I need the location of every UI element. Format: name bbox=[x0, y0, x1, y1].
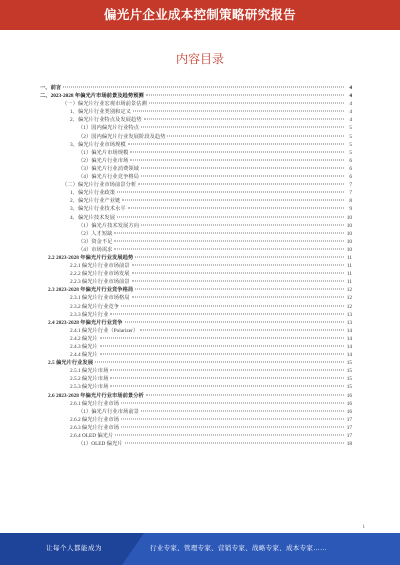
toc-dot-leader bbox=[141, 176, 344, 177]
toc-entry[interactable] bbox=[40, 181, 352, 189]
toc-entry-page: 7 bbox=[349, 182, 352, 189]
toc-dot-leader bbox=[114, 248, 344, 249]
toc-dot-leader bbox=[141, 410, 344, 411]
toc-entry-page: 10 bbox=[346, 222, 352, 229]
toc-entry-title: 2.6.4 OLED 偏光片 bbox=[70, 433, 114, 440]
toc-entry-title: 2、偏光片行业产业链 bbox=[70, 198, 121, 205]
toc-entry-title: （一）偏光片行业宏观市场前景估测 bbox=[62, 101, 147, 108]
toc-dot-leader bbox=[140, 329, 344, 330]
toc-entry[interactable] bbox=[40, 165, 352, 173]
toc-dot-leader bbox=[110, 370, 344, 371]
toc-entry-page: 4 bbox=[349, 117, 352, 124]
toc-entry-page: 16 bbox=[346, 408, 352, 415]
toc-entry[interactable] bbox=[40, 141, 352, 149]
toc-entry-title: 4、偏光片技术发展 bbox=[70, 214, 116, 221]
toc-entry-title: （3）资金不足 bbox=[78, 238, 113, 245]
toc-dot-leader bbox=[114, 240, 344, 241]
toc-entry-page: 14 bbox=[346, 335, 352, 342]
toc-entry-title: 2.2.1 偏光片行业市场前景 bbox=[70, 263, 130, 270]
toc-entry[interactable] bbox=[40, 92, 352, 100]
toc-dot-leader bbox=[121, 426, 344, 427]
toc-entry[interactable] bbox=[40, 124, 352, 132]
toc-entry[interactable] bbox=[40, 375, 352, 383]
toc-dot-leader bbox=[125, 443, 344, 444]
toc-dot-leader bbox=[135, 289, 344, 290]
toc-dot-leader bbox=[117, 192, 344, 193]
toc-entry[interactable] bbox=[40, 238, 352, 246]
toc-entry-page: 16 bbox=[346, 392, 352, 399]
toc-entry[interactable] bbox=[40, 222, 352, 230]
toc-dot-leader bbox=[100, 337, 344, 338]
toc-entry-page: 4 bbox=[349, 85, 352, 91]
toc-dot-leader bbox=[95, 362, 344, 363]
toc-entry-title: 3、偏光片行业市场规模 bbox=[70, 141, 126, 148]
toc-dot-leader bbox=[121, 418, 344, 419]
report-title: 偏光片企业成本控制策略研究报告 bbox=[103, 7, 296, 22]
toc-dot-leader bbox=[141, 224, 344, 225]
toc-dot-leader bbox=[128, 208, 344, 209]
toc-entry-title: （1）OLED 偏光片 bbox=[78, 441, 123, 448]
toc-entry-title: 2.3.1 偏光片行业市场格局 bbox=[70, 295, 130, 302]
toc-entry-title: 2.4.1 偏光片行业（Polarizer） bbox=[70, 327, 139, 334]
toc-entry-page: 5 bbox=[349, 141, 352, 148]
footer-banner bbox=[0, 533, 400, 565]
toc-entry-page: 6 bbox=[349, 157, 352, 164]
toc-entry-page: 10 bbox=[346, 230, 352, 237]
toc-dot-leader bbox=[128, 143, 344, 144]
toc-entry-page: 10 bbox=[346, 246, 352, 253]
toc-entry-title: 2.6.3 偏光片行业市场 bbox=[70, 424, 119, 431]
toc-dot-leader bbox=[132, 297, 344, 298]
toc-dot-leader bbox=[141, 167, 344, 168]
toc-entry-title: 2.4 2023-2028 年偏光片行业竞争 bbox=[48, 319, 123, 326]
toc-entry[interactable] bbox=[40, 173, 352, 181]
toc-entry[interactable] bbox=[40, 214, 352, 222]
toc-entry[interactable] bbox=[40, 440, 352, 448]
toc-entry[interactable] bbox=[40, 383, 352, 391]
toc-entry[interactable] bbox=[40, 392, 352, 400]
toc-entry[interactable] bbox=[40, 197, 352, 205]
toc-entry-page: 11 bbox=[346, 254, 352, 261]
toc-entry[interactable] bbox=[40, 133, 352, 141]
toc-entry[interactable] bbox=[40, 157, 352, 165]
toc-entry-title: （4）市场需求 bbox=[78, 246, 113, 253]
toc-entry[interactable] bbox=[40, 84, 352, 92]
toc-entry-title: 2.4.3 偏光片 bbox=[70, 344, 98, 350]
toc-entry-page: 17 bbox=[346, 416, 352, 423]
toc-entry-page: 17 bbox=[346, 433, 352, 440]
toc-entry-page: 14 bbox=[346, 352, 352, 359]
toc-entry-title: （2）国内偏光片行业发展阶段及趋势 bbox=[78, 133, 166, 140]
toc-dot-leader bbox=[121, 402, 344, 403]
toc-entry-title: 2、偏光片行业特点及发展趋势 bbox=[70, 117, 142, 124]
toc-entry[interactable] bbox=[40, 367, 352, 375]
toc-dot-leader bbox=[146, 95, 344, 96]
table-of-contents bbox=[40, 84, 352, 448]
toc-entry-page: 11 bbox=[346, 279, 352, 286]
toc-dot-leader bbox=[132, 265, 344, 266]
toc-entry-page: 7 bbox=[349, 190, 352, 197]
toc-dot-leader bbox=[132, 273, 344, 274]
toc-entry[interactable] bbox=[40, 246, 352, 254]
toc-entry-page: 14 bbox=[346, 344, 352, 350]
toc-entry-page: 15 bbox=[346, 384, 352, 391]
toc-dot-leader bbox=[141, 127, 344, 128]
toc-dot-leader bbox=[110, 313, 344, 314]
toc-entry-title: 2.5.3 偏光片市场 bbox=[70, 384, 109, 391]
toc-entry-title: 2.3.2 偏光片行业竞争 bbox=[70, 303, 119, 310]
toc-entry[interactable] bbox=[40, 408, 352, 416]
toc-entry-title: 一、前言 bbox=[40, 85, 62, 91]
toc-entry-page: 4 bbox=[349, 109, 352, 116]
toc-entry[interactable] bbox=[40, 189, 352, 197]
toc-entry-title: （2）人才短缺 bbox=[78, 230, 113, 237]
toc-dot-leader bbox=[122, 200, 344, 201]
toc-entry[interactable] bbox=[40, 205, 352, 213]
toc-entry-page: 12 bbox=[346, 287, 352, 294]
toc-entry-page: 11 bbox=[346, 271, 352, 278]
toc-entry[interactable] bbox=[40, 100, 352, 108]
toc-dot-leader bbox=[130, 151, 344, 152]
toc-dot-leader bbox=[138, 184, 344, 185]
toc-entry[interactable] bbox=[40, 116, 352, 124]
toc-entry-page: 6 bbox=[349, 165, 352, 172]
toc-entry[interactable] bbox=[40, 424, 352, 432]
toc-entry-title: 2.4.2 偏光片 bbox=[70, 335, 98, 342]
toc-dot-leader bbox=[121, 305, 344, 306]
toc-entry-title: 2.2.3 偏光片行业市场前景 bbox=[70, 279, 130, 286]
toc-entry[interactable] bbox=[40, 416, 352, 424]
toc-entry-title: 2.2 2023-2028 年偏光片行业发展趋势 bbox=[48, 254, 134, 261]
toc-entry[interactable] bbox=[40, 327, 352, 335]
toc-entry[interactable] bbox=[40, 254, 352, 262]
toc-entry[interactable] bbox=[40, 311, 352, 319]
toc-entry-page: 10 bbox=[346, 238, 352, 245]
toc-entry-title: 2.6.2 偏光片行业市场 bbox=[70, 416, 119, 423]
toc-entry-page: 6 bbox=[349, 174, 352, 181]
toc-entry-title: （1）国内偏光片行业特点 bbox=[78, 125, 139, 132]
toc-entry-page: 10 bbox=[346, 214, 352, 221]
toc-entry-page: 5 bbox=[349, 133, 352, 140]
toc-entry-page: 13 bbox=[346, 311, 352, 318]
toc-entry-page: 5 bbox=[349, 125, 352, 132]
footer-accent-slant bbox=[122, 533, 144, 565]
toc-entry[interactable] bbox=[40, 432, 352, 440]
toc-dot-leader bbox=[125, 321, 344, 322]
toc-dot-leader bbox=[117, 216, 344, 217]
toc-entry-title: 2.4.4 偏光片 bbox=[70, 352, 98, 359]
toc-entry-title: 2.5 偏光片行业发展 bbox=[48, 360, 94, 367]
toc-dot-leader bbox=[135, 256, 344, 257]
toc-entry-page: 15 bbox=[346, 376, 352, 383]
toc-entry-page: 13 bbox=[346, 319, 352, 326]
toc-entry-title: 2.5.1 偏光片市场 bbox=[70, 368, 109, 375]
toc-entry-title: （4）偏光片行业竞争格局 bbox=[78, 174, 139, 181]
toc-entry-title: 2.5.2 偏光片市场 bbox=[70, 376, 109, 383]
toc-entry[interactable] bbox=[40, 149, 352, 157]
toc-entry[interactable] bbox=[40, 286, 352, 294]
footer-roles: 行业专家、管理专家、营销专家、战略专家、成本专家…… bbox=[150, 544, 327, 552]
toc-entry-title: （二）偏光片行业市场前景分析 bbox=[62, 182, 137, 189]
toc-entry-page: 15 bbox=[346, 360, 352, 367]
toc-dot-leader bbox=[167, 135, 344, 136]
toc-entry-title: （1）偏光片技术发展方向 bbox=[78, 222, 139, 229]
toc-entry[interactable] bbox=[40, 400, 352, 408]
toc-dot-leader bbox=[100, 346, 344, 347]
toc-entry-page: 16 bbox=[346, 400, 352, 407]
toc-entry-page: 5 bbox=[349, 149, 352, 156]
toc-dot-leader bbox=[132, 281, 344, 282]
toc-dot-leader bbox=[130, 159, 344, 160]
toc-entry-page: 14 bbox=[346, 327, 352, 334]
toc-entry-title: 2.3.3 偏光片行业 bbox=[70, 311, 109, 318]
footer-slogan: 让每个人都能成为 bbox=[46, 544, 102, 552]
toc-entry-title: （1）偏光片市场规模 bbox=[78, 149, 129, 156]
toc-entry[interactable] bbox=[40, 108, 352, 116]
toc-entry-title: 1、偏光片行业政策 bbox=[70, 190, 116, 197]
toc-dot-leader bbox=[114, 232, 344, 233]
toc-entry[interactable] bbox=[40, 351, 352, 359]
toc-entry-title: 2.2.2 偏光片行业市场发展 bbox=[70, 271, 130, 278]
toc-entry-title: （1）偏光片行业市场前景 bbox=[78, 408, 139, 415]
toc-dot-leader bbox=[63, 87, 344, 88]
toc-entry-page: 4 bbox=[349, 101, 352, 108]
page-number: 1 bbox=[362, 525, 365, 530]
toc-dot-leader bbox=[115, 435, 344, 436]
toc-dot-leader bbox=[110, 378, 344, 379]
toc-entry-title: （3）偏光片行业消费领域 bbox=[78, 165, 139, 172]
toc-entry-page: 15 bbox=[346, 368, 352, 375]
toc-entry-title: 2.3 2023-2028 年偏光片行业竞争格局 bbox=[48, 287, 134, 294]
toc-heading: 内容目录 bbox=[175, 52, 224, 66]
report-header-bar bbox=[0, 0, 400, 30]
toc-entry-page: 8 bbox=[349, 198, 352, 205]
toc-entry[interactable] bbox=[40, 359, 352, 367]
toc-entry[interactable] bbox=[40, 278, 352, 286]
toc-dot-leader bbox=[110, 386, 344, 387]
toc-entry-page: 9 bbox=[349, 206, 352, 213]
toc-entry-page: 4 bbox=[349, 93, 352, 100]
toc-dot-leader bbox=[144, 119, 344, 120]
toc-entry[interactable] bbox=[40, 335, 352, 343]
toc-entry-page: 17 bbox=[346, 424, 352, 431]
toc-entry[interactable] bbox=[40, 262, 352, 270]
toc-entry[interactable] bbox=[40, 303, 352, 311]
toc-entry-title: 2.6.1 偏光片行业市场 bbox=[70, 400, 119, 407]
toc-dot-leader bbox=[146, 394, 344, 395]
toc-dot-leader bbox=[133, 111, 344, 112]
toc-entry-title: 2.6 2023-2028 年偏光片行业市场前景分析 bbox=[48, 392, 144, 399]
toc-entry-title: 1、偏光片行业类别和定义 bbox=[70, 109, 131, 116]
toc-entry-page: 12 bbox=[346, 295, 352, 302]
toc-entry[interactable] bbox=[40, 343, 352, 351]
toc-dot-leader bbox=[100, 354, 344, 355]
toc-entry[interactable] bbox=[40, 319, 352, 327]
toc-entry[interactable] bbox=[40, 230, 352, 238]
toc-entry-title: （2）偏光片行业市场 bbox=[78, 157, 129, 164]
toc-entry-page: 18 bbox=[346, 441, 352, 448]
toc-entry[interactable] bbox=[40, 270, 352, 278]
toc-entry-title: 3、偏光片行业技术水平 bbox=[70, 206, 126, 213]
toc-entry-title: 二、2023-2028 年偏光片市场前景及趋势预测 bbox=[40, 93, 144, 100]
toc-entry[interactable] bbox=[40, 294, 352, 302]
toc-dot-leader bbox=[149, 103, 344, 104]
toc-entry-page: 11 bbox=[346, 263, 352, 270]
toc-entry-page: 12 bbox=[346, 303, 352, 310]
